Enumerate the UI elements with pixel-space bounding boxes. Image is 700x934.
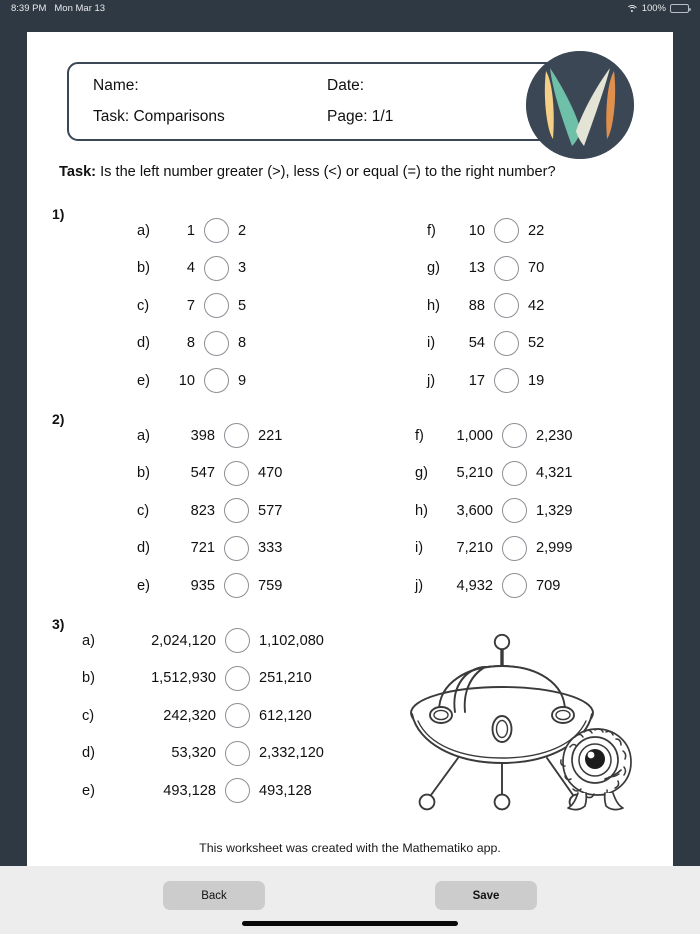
question-letter: j) — [415, 577, 424, 594]
left-number: 17 — [468, 372, 485, 389]
question-row[interactable] — [82, 622, 367, 660]
question-row[interactable] — [82, 735, 367, 773]
left-number: 54 — [468, 335, 485, 352]
wifi-icon — [627, 4, 638, 13]
answer-bubble[interactable] — [204, 368, 229, 393]
question-letter: b) — [82, 670, 95, 687]
question-row[interactable] — [137, 362, 278, 400]
question-row[interactable] — [137, 287, 278, 325]
section-number: 2) — [52, 411, 65, 427]
left-number: 242,320 — [163, 707, 216, 724]
answer-bubble[interactable] — [224, 573, 249, 598]
battery-icon — [670, 4, 689, 13]
answer-bubble[interactable] — [502, 536, 527, 561]
left-number: 1 — [186, 222, 195, 239]
question-row[interactable] — [137, 212, 278, 250]
question-row[interactable] — [427, 287, 568, 325]
question-letter: c) — [137, 297, 150, 314]
answer-bubble[interactable] — [224, 536, 249, 561]
answer-bubble[interactable] — [204, 331, 229, 356]
left-number: 4,932 — [456, 577, 493, 594]
answer-bubble[interactable] — [502, 498, 527, 523]
question-letter: e) — [137, 372, 150, 389]
answer-bubble[interactable] — [225, 741, 250, 766]
section-number: 1) — [52, 206, 65, 222]
section-1-right-column — [427, 212, 568, 400]
answer-bubble[interactable] — [224, 498, 249, 523]
question-letter: i) — [427, 335, 436, 352]
question-row[interactable] — [82, 660, 367, 698]
left-number: 7 — [186, 297, 195, 314]
question-letter: h) — [415, 502, 428, 519]
answer-bubble[interactable] — [225, 628, 250, 653]
mathematiko-logo-icon — [526, 51, 634, 159]
page-number-label: Page: 1/1 — [327, 108, 394, 125]
left-number: 3,600 — [456, 502, 493, 519]
question-letter: j) — [427, 372, 436, 389]
question-row[interactable] — [137, 417, 320, 455]
question-row[interactable] — [137, 325, 278, 363]
right-number: 2,332,120 — [259, 745, 324, 762]
question-letter: f) — [427, 222, 436, 239]
section-2-right-column — [415, 417, 598, 605]
answer-bubble[interactable] — [204, 293, 229, 318]
question-letter: g) — [427, 260, 440, 277]
answer-bubble[interactable] — [494, 218, 519, 243]
task-instruction-label: Task: — [59, 164, 97, 180]
section-1-left-column — [137, 212, 278, 400]
left-number: 10 — [178, 372, 195, 389]
question-letter: d) — [137, 335, 150, 352]
status-time: 8:39 PM — [11, 3, 47, 14]
question-row[interactable] — [427, 362, 568, 400]
question-letter: a) — [82, 632, 95, 649]
question-letter: a) — [137, 427, 150, 444]
right-number: 19 — [528, 372, 545, 389]
question-row[interactable] — [427, 325, 568, 363]
battery-percent-label: 100% — [641, 3, 666, 14]
right-number: 3 — [238, 260, 247, 277]
question-row[interactable] — [137, 455, 320, 493]
worksheet-page — [27, 32, 673, 866]
right-number: 221 — [258, 427, 283, 444]
status-bar-right — [627, 3, 689, 14]
question-row[interactable] — [137, 567, 320, 605]
answer-bubble[interactable] — [204, 218, 229, 243]
right-number: 470 — [258, 465, 283, 482]
left-number: 721 — [190, 540, 215, 557]
question-letter: a) — [137, 222, 150, 239]
question-row[interactable] — [427, 212, 568, 250]
question-letter: c) — [82, 707, 95, 724]
answer-bubble[interactable] — [494, 331, 519, 356]
answer-bubble[interactable] — [204, 256, 229, 281]
right-number: 1,102,080 — [259, 632, 324, 649]
section-3-left-column — [82, 622, 367, 810]
left-number: 2,024,120 — [151, 632, 216, 649]
name-label: Name: — [93, 77, 139, 94]
right-number: 493,128 — [259, 782, 312, 799]
right-number: 612,120 — [259, 707, 312, 724]
right-number: 577 — [258, 502, 283, 519]
question-letter: g) — [415, 465, 428, 482]
task-title-label: Task: Comparisons — [93, 108, 225, 125]
left-number: 493,128 — [163, 782, 216, 799]
task-instruction-text: Is the left number greater (>), less (<) or equal (=) to the right number? — [100, 164, 556, 180]
answer-bubble[interactable] — [225, 778, 250, 803]
question-row[interactable] — [137, 492, 320, 530]
status-bar-left — [11, 3, 105, 14]
question-letter: d) — [137, 540, 150, 557]
question-letter: b) — [137, 465, 150, 482]
left-number: 1,000 — [456, 427, 493, 444]
answer-bubble[interactable] — [225, 703, 250, 728]
question-row[interactable] — [415, 492, 598, 530]
answer-bubble[interactable] — [502, 423, 527, 448]
left-number: 5,210 — [456, 465, 493, 482]
right-number: 5 — [238, 297, 247, 314]
answer-bubble[interactable] — [224, 423, 249, 448]
task-instruction — [59, 163, 639, 182]
answer-bubble[interactable] — [502, 461, 527, 486]
question-row[interactable] — [415, 567, 598, 605]
right-number: 709 — [536, 577, 561, 594]
home-indicator[interactable] — [242, 921, 458, 926]
worksheet-footer-note: This worksheet was created with the Mathematiko app. — [199, 841, 501, 855]
right-number: 333 — [258, 540, 283, 557]
left-number: 547 — [190, 465, 215, 482]
bottom-toolbar — [0, 866, 700, 934]
section-number: 3) — [52, 616, 65, 632]
right-number: 9 — [238, 372, 247, 389]
question-row[interactable] — [137, 250, 278, 288]
question-row[interactable] — [427, 250, 568, 288]
answer-bubble[interactable] — [225, 666, 250, 691]
question-row[interactable] — [415, 417, 598, 455]
left-number: 398 — [190, 427, 215, 444]
answer-bubble[interactable] — [494, 293, 519, 318]
right-number: 2 — [238, 222, 247, 239]
ufo-and-alien-illustration — [405, 627, 645, 822]
left-number: 7,210 — [456, 540, 493, 557]
header-row-task-page — [69, 108, 568, 126]
right-number: 1,329 — [536, 502, 573, 519]
left-number: 53,320 — [171, 745, 216, 762]
right-number: 22 — [528, 222, 545, 239]
answer-bubble[interactable] — [494, 256, 519, 281]
question-row[interactable] — [82, 772, 367, 810]
question-letter: e) — [82, 782, 95, 799]
question-letter: b) — [137, 260, 150, 277]
question-row[interactable] — [415, 455, 598, 493]
status-date: Mon Mar 13 — [54, 3, 106, 14]
right-number: 8 — [238, 335, 247, 352]
right-number: 42 — [528, 297, 545, 314]
question-row[interactable] — [82, 697, 367, 735]
answer-bubble[interactable] — [224, 461, 249, 486]
answer-bubble[interactable] — [502, 573, 527, 598]
back-button[interactable]: Back — [163, 881, 265, 910]
header-row-name-date — [69, 77, 568, 95]
question-letter: f) — [415, 427, 424, 444]
date-label: Date: — [327, 77, 365, 94]
worksheet-header-box — [67, 62, 570, 141]
left-number: 13 — [468, 260, 485, 277]
left-number: 10 — [468, 222, 485, 239]
question-letter: e) — [137, 577, 150, 594]
question-letter: c) — [137, 502, 150, 519]
question-letter: i) — [415, 540, 424, 557]
left-number: 88 — [468, 297, 485, 314]
left-number: 823 — [190, 502, 215, 519]
status-bar — [0, 0, 700, 17]
save-button[interactable]: Save — [435, 881, 537, 910]
left-number: 935 — [190, 577, 215, 594]
question-letter: h) — [427, 297, 440, 314]
right-number: 52 — [528, 335, 545, 352]
right-number: 2,230 — [536, 427, 573, 444]
left-number: 4 — [186, 260, 195, 277]
section-2-left-column — [137, 417, 320, 605]
right-number: 251,210 — [259, 670, 312, 687]
right-number: 759 — [258, 577, 283, 594]
right-number: 2,999 — [536, 540, 573, 557]
right-number: 70 — [528, 260, 545, 277]
left-number: 1,512,930 — [151, 670, 216, 687]
left-number: 8 — [186, 335, 195, 352]
question-row[interactable] — [415, 530, 598, 568]
right-number: 4,321 — [536, 465, 573, 482]
question-row[interactable] — [137, 530, 320, 568]
answer-bubble[interactable] — [494, 368, 519, 393]
question-letter: d) — [82, 745, 95, 762]
